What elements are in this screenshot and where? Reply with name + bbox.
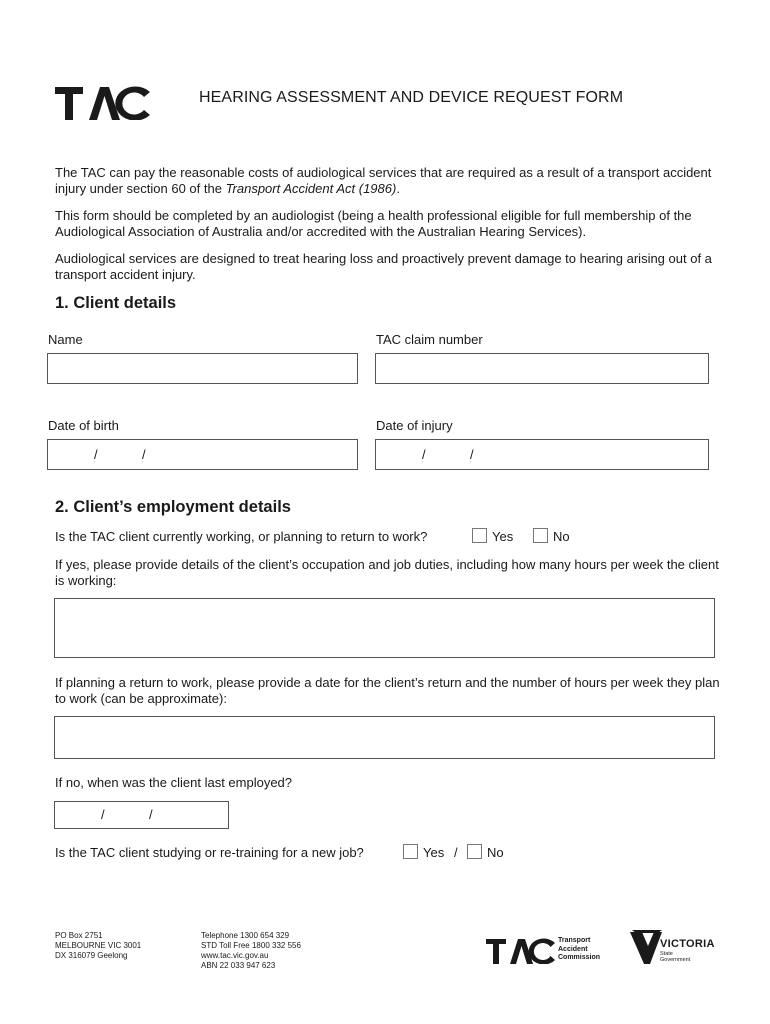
address-line: MELBOURNE VIC 3001 <box>55 941 142 950</box>
name-label: Name <box>48 332 83 347</box>
claim-number-label: TAC claim number <box>376 332 483 347</box>
dob-field[interactable] <box>47 439 358 470</box>
tac-footer-logo <box>486 934 556 964</box>
occupation-field[interactable] <box>54 598 715 658</box>
tac-word: Accident <box>558 945 588 953</box>
working-yes-checkbox[interactable] <box>472 528 487 543</box>
section-1-heading: 1. Client details <box>55 294 177 312</box>
tac-word: Commission <box>558 954 601 961</box>
state-government <box>660 951 690 963</box>
intro-paragraph-1 <box>55 165 720 196</box>
doi-label: Date of injury <box>376 418 453 433</box>
intro-paragraph-3: Audiological services are designed to treat hearing loss and proactively prevent damage to hearing arising out of a transport accident injury. <box>55 251 712 282</box>
date-separator: / <box>101 807 105 822</box>
victoria-logo-icon <box>628 928 664 968</box>
studying-yes-label: Yes <box>423 845 445 860</box>
footer-contact <box>201 931 301 971</box>
date-separator: / <box>149 807 153 822</box>
intro-text: The TAC can pay the reasonable costs of audiological services that are required as a result of a transport accident injury under section 60 of the <box>55 165 712 196</box>
date-separator: / <box>470 447 474 462</box>
working-no-checkbox[interactable] <box>533 528 548 543</box>
studying-no-checkbox[interactable] <box>467 844 482 859</box>
abn: ABN 22 033 947 623 <box>201 961 276 970</box>
address-line: DX 316079 Geelong <box>55 951 128 960</box>
occupation-question: If yes, please provide details of the client’s occupation and job duties, including how many hours per week the client is working: <box>55 557 719 588</box>
tac-logo-text: TAC <box>55 80 57 81</box>
claim-number-field[interactable] <box>375 353 709 384</box>
doi-field[interactable] <box>375 439 709 470</box>
section-2-heading: 2. Client’s employment details <box>55 498 291 516</box>
studying-question: Is the TAC client studying or re-training for a new job? <box>55 845 364 860</box>
telephone: Telephone 1300 654 329 <box>201 931 290 940</box>
last-employed-date-field[interactable] <box>54 801 229 829</box>
working-question: Is the TAC client currently working, or planning to return to work? <box>55 529 428 544</box>
footer-address <box>55 931 141 961</box>
address-line: PO Box 2751 <box>55 931 103 940</box>
studying-no-label: No <box>487 845 504 860</box>
date-separator: / <box>94 447 98 462</box>
tac-logo <box>55 80 151 120</box>
act-name: Transport Accident Act (1986) <box>225 180 397 196</box>
dob-label: Date of birth <box>48 418 119 433</box>
working-no-label: No <box>553 529 570 544</box>
yes-no-separator: / <box>454 845 458 860</box>
intro-end: . <box>396 180 400 196</box>
name-field[interactable] <box>47 353 358 384</box>
tac-word: Transport <box>558 937 591 944</box>
state-word: State <box>660 951 673 957</box>
tac-words <box>558 937 600 963</box>
date-separator: / <box>142 447 146 462</box>
last-employed-question: If no, when was the client last employed? <box>55 775 293 790</box>
intro-paragraph-2: This form should be completed by an audiologist (being a health professional eligible for full membership of the Audiological Association of Australia and/or accredited with the Australian Hearing Services). <box>55 208 692 239</box>
return-field[interactable] <box>54 716 715 759</box>
victoria-wordmark: VICTORIA <box>660 938 715 950</box>
government-word: Government <box>660 957 691 963</box>
website-link[interactable]: www.tac.vic.gov.au <box>201 951 269 960</box>
date-separator: / <box>422 447 426 462</box>
working-yes-label: Yes <box>492 529 514 544</box>
toll-free: STD Toll Free 1800 332 556 <box>201 941 301 950</box>
form-title: HEARING ASSESSMENT AND DEVICE REQUEST FORM <box>199 89 624 106</box>
tac-footer-logo-text: TAC <box>486 934 488 935</box>
return-question: If planning a return to work, please provide a date for the client’s return and the number of hours per week they plan to work (can be approximate): <box>55 675 720 706</box>
studying-yes-checkbox[interactable] <box>403 844 418 859</box>
